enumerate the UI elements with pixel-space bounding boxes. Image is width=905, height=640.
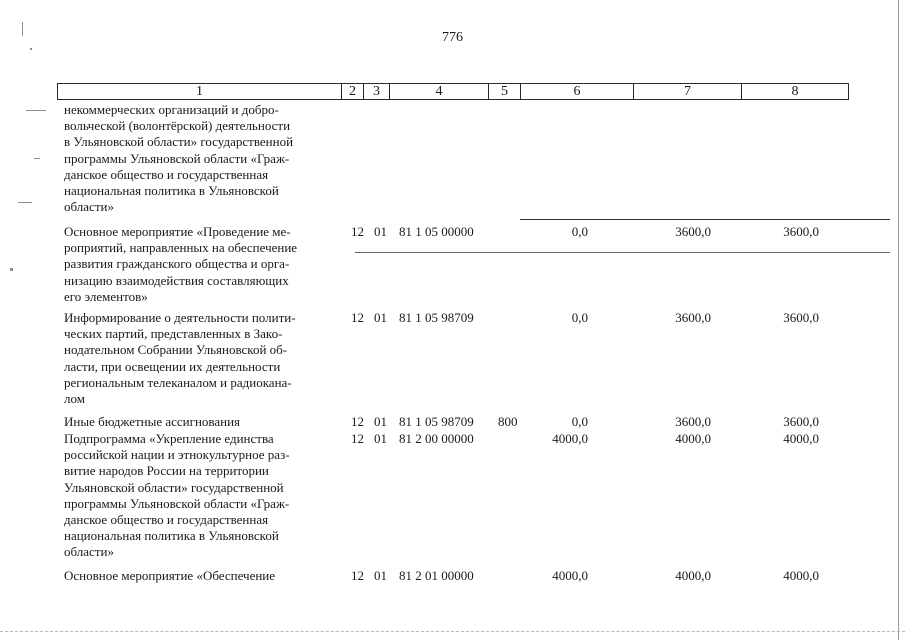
row-name: Подпрограмма «Укрепление единства российской нации и этнокультурное раз- витие народов России на территории Ульяновской области» государственной программы Ульяновской области «Граж- данское общество и государственная национальная политика в Ульяновской области» xyxy=(64,431,290,560)
row-name: Иные бюджетные ассигнования xyxy=(64,414,241,429)
header-col-7: 7 xyxy=(634,84,742,99)
cell-target-code: 81 1 05 00000 xyxy=(399,224,474,239)
cell-target-code: 81 2 01 00000 xyxy=(399,568,474,583)
row-name: некоммерческих организаций и добро- вольческой (волонтёрской) деятельности в Ульяновской области» государственной программы Ульяновской области «Граж- данское общество и государственная национальная политика в Ульяновской области» xyxy=(64,102,294,215)
page-number: 776 xyxy=(442,30,463,45)
cell-section: 12 xyxy=(351,310,364,325)
page-edge-right xyxy=(898,0,899,640)
cell-target-code: 81 1 05 98709 xyxy=(399,310,474,325)
cell-target-code: 81 1 05 98709 xyxy=(399,414,474,429)
cell-amount-6: 0,0 xyxy=(571,414,588,429)
cell-section: 12 xyxy=(351,414,364,429)
cell-amount-6: 0,0 xyxy=(571,310,588,325)
cell-subsection: 01 xyxy=(374,224,387,239)
cell-subsection: 01 xyxy=(374,310,387,325)
row-separator xyxy=(520,219,890,220)
cell-amount-6: 0,0 xyxy=(571,224,588,239)
cell-subsection: 01 xyxy=(374,431,387,446)
scan-mark xyxy=(26,110,46,111)
scan-mark xyxy=(18,202,32,203)
row-name: Основное мероприятие «Обеспечение xyxy=(64,568,276,583)
cell-section: 12 xyxy=(351,224,364,239)
cell-target-code: 81 2 00 00000 xyxy=(399,431,474,446)
cell-amount-8: 3600,0 xyxy=(783,224,819,239)
page-edge-bottom xyxy=(0,631,905,632)
row-name: Основное мероприятие «Проведение ме- роприятий, направленных на обеспечение развития гражданского общества и орга- низацию взаимодействия составляющих его элементов» xyxy=(64,224,298,304)
cell-subsection: 01 xyxy=(374,568,387,583)
table-header xyxy=(57,83,849,100)
cell-amount-7: 3600,0 xyxy=(675,414,711,429)
cell-expense-type: 800 xyxy=(498,414,518,429)
header-col-3: 3 xyxy=(364,84,390,99)
cell-subsection: 01 xyxy=(374,414,387,429)
scan-mark xyxy=(34,158,40,159)
cell-amount-7: 3600,0 xyxy=(675,310,711,325)
header-col-1: 1 xyxy=(58,84,342,99)
cell-amount-8: 3600,0 xyxy=(783,310,819,325)
header-col-5: 5 xyxy=(489,84,521,99)
cell-amount-7: 3600,0 xyxy=(675,224,711,239)
cell-section: 12 xyxy=(351,431,364,446)
cell-amount-7: 4000,0 xyxy=(675,568,711,583)
header-col-2: 2 xyxy=(342,84,364,99)
cell-amount-6: 4000,0 xyxy=(552,568,588,583)
header-col-6: 6 xyxy=(521,84,634,99)
scan-mark xyxy=(30,48,32,50)
cell-amount-8: 4000,0 xyxy=(783,568,819,583)
cell-amount-8: 4000,0 xyxy=(783,431,819,446)
cell-amount-6: 4000,0 xyxy=(552,431,588,446)
row-name: Информирование о деятельности полити- ческих партий, представленных в Зако- нодательном Собрании Ульяновской об- ласти, при освещении их деятельности региональным телеканалом и радиокана- лом xyxy=(64,310,296,407)
cell-section: 12 xyxy=(351,568,364,583)
header-col-4: 4 xyxy=(390,84,489,99)
row-separator xyxy=(355,252,890,253)
header-col-8: 8 xyxy=(791,84,799,99)
scan-mark xyxy=(10,268,13,271)
cell-amount-8: 3600,0 xyxy=(783,414,819,429)
cell-amount-7: 4000,0 xyxy=(675,431,711,446)
